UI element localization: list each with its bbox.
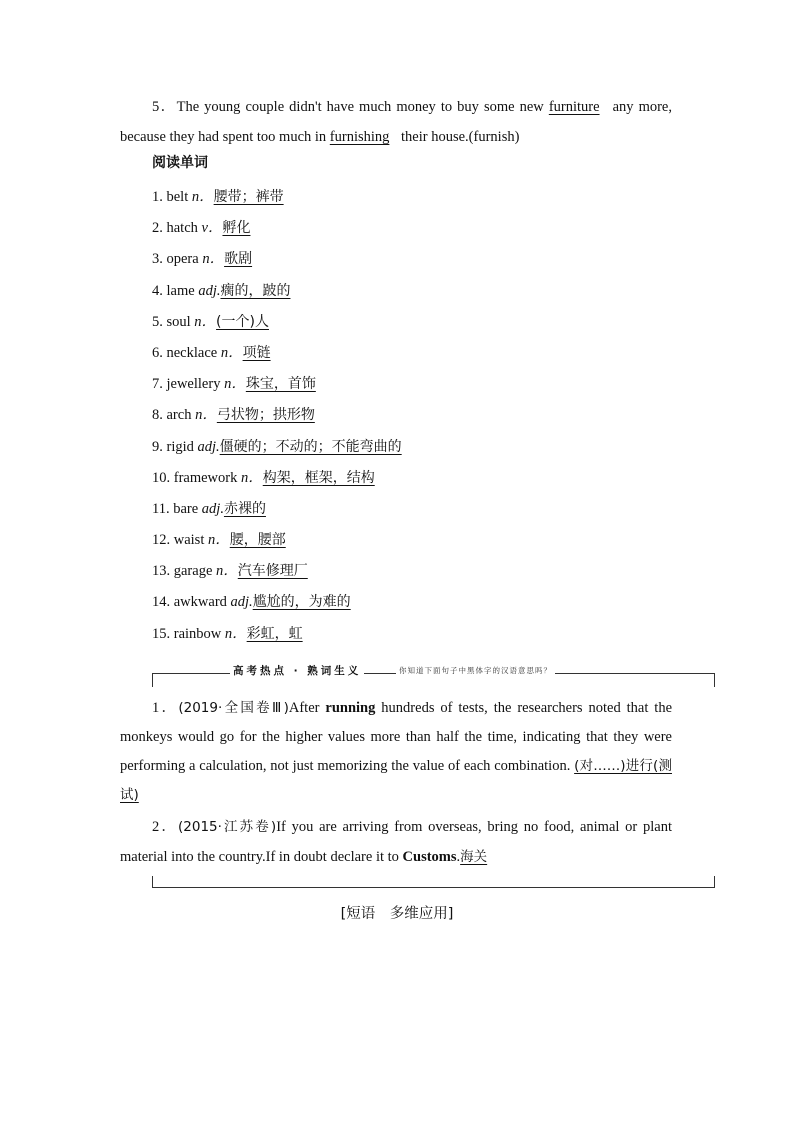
vocab-meaning: (一个)人 xyxy=(216,313,269,330)
vocab-number: 3. xyxy=(152,251,163,268)
vocab-item xyxy=(152,338,402,369)
vocab-pos: v． xyxy=(201,220,223,237)
vocab-pos: n． xyxy=(240,469,263,486)
example-text: . xyxy=(456,849,461,865)
vocab-word: rigid xyxy=(166,438,194,455)
vocab-pos: n． xyxy=(216,563,238,580)
vocab-meaning: 彩虹，虹 xyxy=(246,625,303,642)
vocab-word: garage xyxy=(173,563,213,580)
section-title: [短语 多维应用] xyxy=(340,906,454,922)
vocab-word: bare xyxy=(173,500,199,517)
vocab-meaning: 瘸的，跛的 xyxy=(220,282,291,299)
example-source: (2019·全国卷Ⅲ) xyxy=(178,700,289,716)
vocab-word: opera xyxy=(166,251,199,268)
vocab-word: arch xyxy=(166,407,192,424)
vocab-item xyxy=(152,369,402,400)
vocab-word: jewellery xyxy=(166,376,221,393)
vocab-number: 6. xyxy=(152,344,163,361)
vocab-word: awkward xyxy=(173,594,227,611)
vocab-pos: n． xyxy=(224,625,247,642)
vocab-pos: adj. xyxy=(197,438,220,455)
frame-rule xyxy=(152,887,715,888)
vocab-word: necklace xyxy=(166,344,218,361)
vocab-item xyxy=(152,619,402,650)
vocab-number: 9. xyxy=(152,438,163,455)
vocab-meaning: 汽车修理厂 xyxy=(237,563,308,580)
vocab-number: 15. xyxy=(152,625,171,642)
highlighted-word: Customs xyxy=(402,849,457,865)
vocab-word: rainbow xyxy=(173,625,222,642)
example-number: 2． xyxy=(152,819,178,835)
vocab-number: 2. xyxy=(152,220,163,237)
vocab-meaning: 构架，框架，结构 xyxy=(262,469,375,486)
section-bottom-frame xyxy=(152,876,715,890)
vocab-pos: n． xyxy=(202,251,225,268)
vocab-pos: n． xyxy=(194,313,217,330)
vocab-number: 8. xyxy=(152,407,163,424)
example-text: hundreds of tests, the researchers noted that the monkeys would go for the higher values more than half the time, indicating that they were performing a calculation, not just memorizing the value of each combination. xyxy=(120,700,673,774)
vocab-pos: adj. xyxy=(230,594,253,611)
frame-corner xyxy=(152,876,153,888)
vocab-word: waist xyxy=(173,532,205,549)
vocab-meaning: 弓状物；拱形物 xyxy=(216,407,315,424)
vocab-item xyxy=(152,307,402,338)
vocab-meaning: 项链 xyxy=(242,344,271,361)
banner-hint: 你知道下面句子中黑体字的汉语意思吗？ xyxy=(396,665,555,676)
vocab-word: soul xyxy=(166,313,191,330)
vocab-word: lame xyxy=(166,282,195,299)
vocab-item xyxy=(152,400,402,431)
answer-blank: furnishing xyxy=(329,129,390,145)
item-text: any more, because they had spent too much in xyxy=(120,99,672,145)
example-text: After xyxy=(288,700,326,716)
vocab-word: belt xyxy=(166,189,189,205)
vocab-pos: adj. xyxy=(198,282,221,299)
exam-hotspot-banner xyxy=(152,660,715,688)
vocab-meaning: 尴尬的，为难的 xyxy=(252,594,351,611)
example-answer: (对……)进行(测试) xyxy=(120,758,672,803)
vocab-item xyxy=(152,587,402,618)
banner-corner xyxy=(714,673,715,687)
vocab-item xyxy=(152,463,402,494)
vocab-item xyxy=(152,556,402,587)
highlighted-word: running xyxy=(325,700,376,716)
example-1 xyxy=(120,694,672,810)
exercise-item-5 xyxy=(120,92,672,152)
reading-words-heading: 阅读单词 xyxy=(152,155,208,171)
vocab-pos: n． xyxy=(224,376,246,393)
vocab-number: 13. xyxy=(152,563,171,580)
banner-title: 高考热点 · 熟词生义 xyxy=(230,663,364,678)
vocab-item xyxy=(152,182,402,213)
vocab-number: 11. xyxy=(152,500,170,517)
answer-blank: furniture xyxy=(548,99,600,115)
vocab-meaning: 孵化 xyxy=(222,220,251,237)
item-number: 5． xyxy=(152,99,177,115)
vocab-number: 7. xyxy=(152,376,163,393)
vocab-number: 1. xyxy=(152,189,163,205)
vocab-meaning: 腰带；裤带 xyxy=(213,189,284,205)
item-text: their house.(furnish) xyxy=(397,129,520,145)
vocab-meaning: 腰，腰部 xyxy=(229,532,286,549)
frame-corner xyxy=(714,876,715,888)
example-source: (2015·江苏卷) xyxy=(178,819,277,835)
vocab-item xyxy=(152,494,402,525)
banner-corner xyxy=(152,673,153,687)
vocab-item xyxy=(152,432,402,463)
vocab-meaning: 珠宝，首饰 xyxy=(245,376,316,393)
vocab-pos: n． xyxy=(220,344,243,361)
vocab-meaning: 赤裸的 xyxy=(223,500,266,517)
vocab-item xyxy=(152,244,402,275)
example-2 xyxy=(120,812,672,872)
vocab-item xyxy=(152,525,402,556)
vocab-pos: n． xyxy=(191,189,214,205)
vocab-number: 10. xyxy=(152,469,171,486)
example-answer: 海关 xyxy=(460,849,488,865)
vocab-item xyxy=(152,213,402,244)
vocab-number: 5. xyxy=(152,313,163,330)
vocab-list xyxy=(152,182,402,650)
vocab-meaning: 僵硬的；不动的；不能弯曲的 xyxy=(219,438,402,455)
vocab-pos: n． xyxy=(207,532,230,549)
vocab-meaning: 歌剧 xyxy=(224,251,253,268)
vocab-number: 12. xyxy=(152,532,171,549)
vocab-word: hatch xyxy=(166,220,198,237)
vocab-number: 14. xyxy=(152,594,171,611)
item-text: The young couple didn't have much money to buy some new xyxy=(176,99,549,115)
example-number: 1． xyxy=(152,700,179,716)
vocab-item xyxy=(152,276,402,307)
vocab-pos: n． xyxy=(195,407,217,424)
vocab-word: framework xyxy=(173,469,238,486)
vocab-pos: adj. xyxy=(201,500,224,517)
example-text: If you are arriving from overseas, bring no food, animal or plant material into the country.If in doubt declare it to xyxy=(120,819,672,865)
vocab-number: 4. xyxy=(152,282,163,299)
